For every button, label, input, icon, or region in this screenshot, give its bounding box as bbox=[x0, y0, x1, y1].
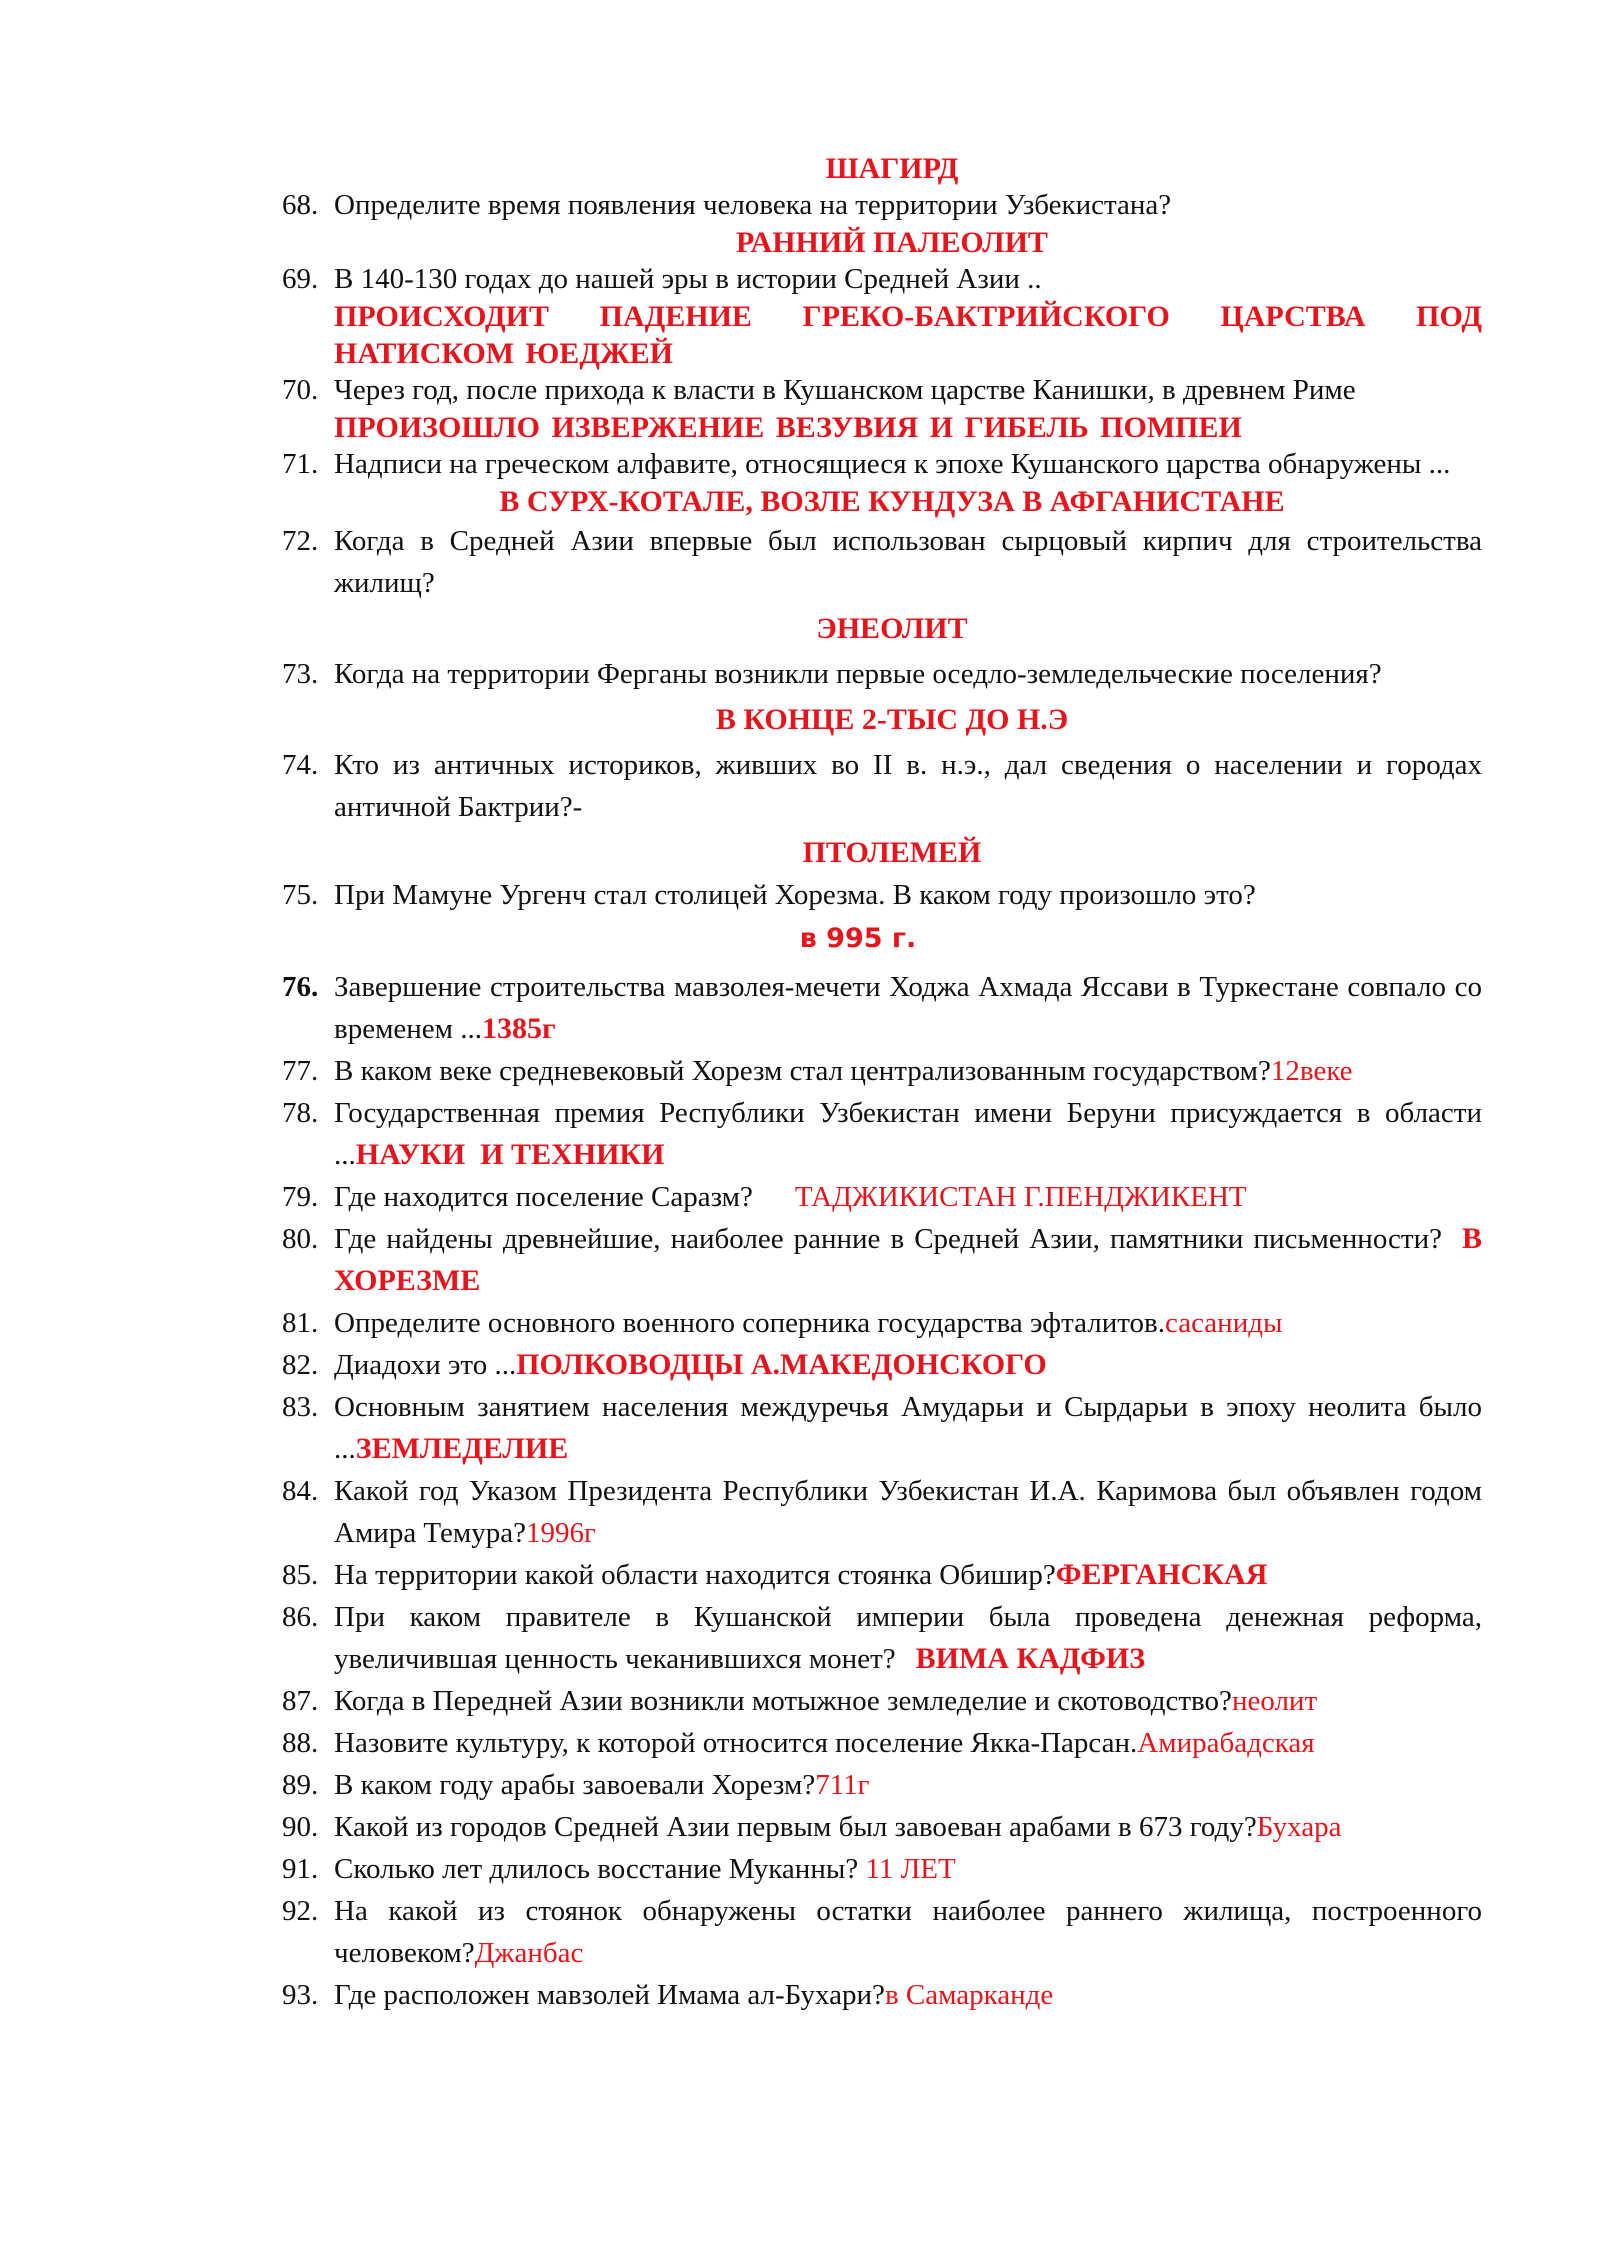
answer-90: Бухара bbox=[1256, 1811, 1342, 1843]
answer-89: 711г bbox=[815, 1769, 870, 1801]
question-text: В каком году арабы завоевали Хорезм? bbox=[334, 1769, 816, 1801]
question-text: В каком веке средневековый Хорезм стал централизованным государством? bbox=[334, 1055, 1271, 1087]
question-text: На какой из стоянок обнаружены остатки наиболее раннего жилища, построенного человеком? bbox=[334, 1895, 1482, 1969]
question-number: 92. bbox=[282, 1895, 319, 1927]
question-number: 68. bbox=[282, 189, 319, 221]
question-71 bbox=[282, 446, 1482, 483]
question-number: 82. bbox=[282, 1349, 319, 1381]
answer-92: Джанбас bbox=[474, 1937, 584, 1969]
answer-75 bbox=[234, 920, 1482, 957]
question-82 bbox=[282, 1344, 1482, 1386]
question-text: Где расположен мавзолей Имама ал-Бухари? bbox=[334, 1979, 885, 2011]
answer-91: 11 ЛЕТ bbox=[865, 1853, 956, 1885]
answer-88: Амирабадская bbox=[1137, 1727, 1315, 1759]
question-number: 77. bbox=[282, 1055, 319, 1087]
question-68 bbox=[282, 187, 1482, 224]
question-number: 91. bbox=[282, 1853, 319, 1885]
question-77 bbox=[282, 1050, 1482, 1092]
answer-72: ЭНЕОЛИТ bbox=[816, 612, 968, 645]
question-text: Когда в Средней Азии впервые был использован сырцовый кирпич для строительства жилищ? bbox=[334, 525, 1482, 599]
question-87 bbox=[282, 1680, 1482, 1722]
question-text: При каком правителе в Кушанской империи была проведена денежная реформа, увеличившая ценность чеканившихся монет? bbox=[334, 1601, 1482, 1675]
question-number: 70. bbox=[282, 374, 319, 406]
answer-70: ПРОИЗОШЛО ИЗВЕРЖЕНИЕ ВЕЗУВИЯ И ГИБЕЛЬ ПОМПЕИ bbox=[334, 411, 1242, 444]
question-number: 69. bbox=[282, 263, 319, 295]
document-content bbox=[282, 150, 1482, 2016]
question-73 bbox=[282, 653, 1482, 695]
question-90 bbox=[282, 1806, 1482, 1848]
question-number: 78. bbox=[282, 1097, 319, 1129]
answer-80: В ХОРЕЗМЕ bbox=[334, 1222, 1482, 1297]
answer-82: ПОЛКОВОДЦЫ А.МАКЕДОНСКОГО bbox=[516, 1348, 1047, 1381]
section-heading: ШАГИРД bbox=[825, 152, 959, 185]
question-text: Какой из городов Средней Азии первым был завоеван арабами в 673 году? bbox=[334, 1811, 1257, 1843]
answer-76: 1385г bbox=[482, 1012, 556, 1045]
question-89 bbox=[282, 1764, 1482, 1806]
question-number: 93. bbox=[282, 1979, 319, 2011]
answer-93: в Самарканде bbox=[884, 1979, 1054, 2011]
answer-74: ПТОЛЕМЕЙ bbox=[802, 836, 982, 869]
question-text: При Мамуне Ургенч стал столицей Хорезма. В каком году произошло это? bbox=[334, 879, 1256, 911]
question-70 bbox=[282, 372, 1482, 409]
question-number: 74. bbox=[282, 749, 319, 781]
question-78 bbox=[282, 1092, 1482, 1176]
question-number: 75. bbox=[282, 879, 319, 911]
question-text: Где найдены древнейшие, наиболее ранние в Средней Азии, памятники письменности? bbox=[334, 1223, 1442, 1255]
question-83 bbox=[282, 1386, 1482, 1470]
question-85 bbox=[282, 1554, 1482, 1596]
question-91 bbox=[282, 1848, 1482, 1890]
question-number: 84. bbox=[282, 1475, 319, 1507]
question-number: 85. bbox=[282, 1559, 319, 1591]
question-text: Завершение строительства мавзолея-мечети Ходжа Ахмада Яссави в Туркестане совпало со временем ... bbox=[334, 971, 1482, 1045]
answer-87: неолит bbox=[1231, 1685, 1318, 1717]
question-74 bbox=[282, 744, 1482, 828]
answer-84: 1996г bbox=[526, 1517, 596, 1549]
question-text: Государственная премия Республики Узбекистан имени Беруни присуждается в области ... bbox=[334, 1097, 1482, 1171]
question-84 bbox=[282, 1470, 1482, 1554]
question-text: Через год, после прихода к власти в Кушанском царстве Канишки, в древнем Риме bbox=[334, 374, 1356, 406]
answer-83: ЗЕМЛЕДЕЛИЕ bbox=[355, 1432, 569, 1465]
question-text: На территории какой области находится стоянка Обишир? bbox=[334, 1559, 1056, 1591]
question-75 bbox=[282, 877, 1482, 914]
question-text: Диадохи это ... bbox=[334, 1349, 517, 1381]
question-86 bbox=[282, 1596, 1482, 1680]
question-text: Когда в Передней Азии возникли мотыжное земледелие и скотоводство? bbox=[334, 1685, 1232, 1717]
question-text: В 140-130 годах до нашей эры в истории Средней Азии .. bbox=[334, 263, 1042, 295]
question-93 bbox=[282, 1974, 1482, 2016]
question-text: Кто из античных историков, живших во II в. н.э., дал сведения о населении и городах античной Бактрии?- bbox=[334, 749, 1482, 823]
answer-78: НАУКИ И ТЕХНИКИ bbox=[355, 1138, 665, 1171]
answer-86: ВИМА КАДФИЗ bbox=[915, 1642, 1146, 1675]
question-69 bbox=[282, 261, 1482, 298]
question-number: 80. bbox=[282, 1223, 319, 1255]
question-number: 71. bbox=[282, 448, 319, 480]
question-76 bbox=[282, 966, 1482, 1050]
answer-81: сасаниды bbox=[1164, 1307, 1283, 1339]
question-text: Надписи на греческом алфавите, относящиеся к эпохе Кушанского царства обнаружены ... bbox=[334, 448, 1451, 480]
answer-68: РАННИЙ ПАЛЕОЛИТ bbox=[736, 226, 1048, 259]
question-number: 89. bbox=[282, 1769, 319, 1801]
question-number: 72. bbox=[282, 525, 319, 557]
question-79 bbox=[282, 1176, 1482, 1218]
answer-73: В КОНЦЕ 2-ТЫС ДО Н.Э bbox=[715, 703, 1069, 736]
question-text: Основным занятием населения междуречья Амударьи и Сырдарьи в эпоху неолита было ... bbox=[334, 1391, 1482, 1465]
question-text: Какой год Указом Президента Республики Узбекистан И.А. Каримова был объявлен годом Амира Темура? bbox=[334, 1475, 1482, 1549]
answer-77: 12веке bbox=[1270, 1055, 1353, 1087]
question-72 bbox=[282, 520, 1482, 604]
question-text: Определите основного военного соперника государства эфталитов. bbox=[334, 1307, 1165, 1339]
question-number: 83. bbox=[282, 1391, 319, 1423]
question-88 bbox=[282, 1722, 1482, 1764]
question-number: 88. bbox=[282, 1727, 319, 1759]
question-number: 87. bbox=[282, 1685, 319, 1717]
question-text: Когда на территории Ферганы возникли первые оседло-земледельческие поселения? bbox=[334, 658, 1382, 690]
answer-75-text: в 995 г. bbox=[799, 923, 917, 954]
answer-79: ТАДЖИКИСТАН Г.ПЕНДЖИКЕНТ bbox=[794, 1181, 1247, 1213]
question-text: Назовите культуру, к которой относится поселение Якка-Парсан. bbox=[334, 1727, 1138, 1759]
question-81 bbox=[282, 1302, 1482, 1344]
question-text: Сколько лет длилось восстание Муканны? bbox=[334, 1853, 859, 1885]
question-text: Определите время появления человека на территории Узбекистана? bbox=[334, 189, 1172, 221]
question-number: 76. bbox=[282, 971, 319, 1003]
question-text: Где находится поселение Саразм? bbox=[334, 1181, 753, 1213]
question-number: 73. bbox=[282, 658, 319, 690]
question-80 bbox=[282, 1218, 1482, 1302]
question-number: 86. bbox=[282, 1601, 319, 1633]
question-92 bbox=[282, 1890, 1482, 1974]
question-number: 81. bbox=[282, 1307, 319, 1339]
question-number: 79. bbox=[282, 1181, 319, 1213]
question-number: 90. bbox=[282, 1811, 319, 1843]
answer-71: В СУРХ-КОТАЛЕ, ВОЗЛЕ КУНДУЗА В АФГАНИСТАНЕ bbox=[499, 485, 1285, 518]
answer-85: ФЕРГАНСКАЯ bbox=[1055, 1558, 1268, 1591]
answer-69: ПРОИСХОДИТ ПАДЕНИЕ ГРЕКО-БАКТРИЙСКОГО ЦАРСТВА ПОД НАТИСКОМ ЮЕДЖЕЙ bbox=[334, 300, 1482, 370]
